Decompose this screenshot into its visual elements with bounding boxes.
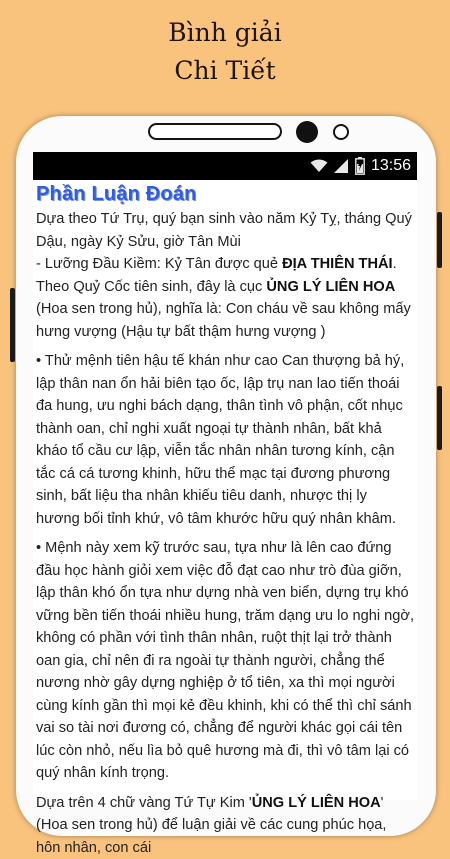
promo-title: [0, 14, 450, 90]
wifi-icon: [310, 159, 328, 173]
intro-text-e: (Hoa sen trong hủ), nghĩa là: Con cháu về sau không mấy hưng vượng (Hậu tự bất thậm hưng vượng ): [36, 301, 411, 340]
paragraph-summary: [36, 792, 414, 859]
summary-text-c: ' (Hoa sen trong hủ) để luận giải về các cung phúc họa, hôn nhân, con cái: [36, 795, 386, 856]
section-heading: Phần Luận Đoán: [36, 183, 414, 206]
battery-icon: [355, 157, 365, 175]
paragraph-intro: [36, 208, 414, 343]
intro-text-a: - Lưỡng Đầu Kiềm: Kỷ Tân được quẻ: [36, 256, 282, 272]
promo-title-line-1: Bình giải: [0, 14, 450, 52]
paragraph-translation: • Mệnh này xem kỹ trước sau, tựa như là lên cao đứng đầu học hành giỏi xem việc đỗ đạt cao như trò đùa giỡn, lập thân khó ổn tựa như dựng nhà ven biển, dựng trụ khó vững bền tiến thoái nhiều hung, trăm dạng ưu lo nghi ngờ, không có phần với tình thân nhân, ruột thịt lại trở thành oan gia, chỉ nên đi ra ngoài tự thành người, chẳng thể nương nhờ gây dựng nghiệp ở tổ tiên, xa thì mọi người cùng kính gần thì mọi kẻ đều khinh, khi có thể thì chỉ sánh vai so tài nơi đương có, chẳng để người khác gọi cái tên lúc còn nhỏ, nếu lìa bỏ quê hương mà đi, thì vô tâm lại có quý nhân kính trọng.: [36, 537, 414, 785]
intro-text-c: . Theo Quỷ Cốc tiên sinh, đây là cục: [36, 256, 397, 295]
status-bar: [33, 152, 417, 180]
paragraph-classical: • Thử mệnh tiên hậu tế khán như cao Can thượng bả hý, lập thân nan ổn hải biên tạo ốc, lập trụ nan lao tiến thoái đa hung, ưu nghi bách dạng, thân tình vô phận, cốt nhục thành oan, chỉ nghi xuất ngoại tự thành nhân, bất khả kháo tổ cầu cư lập, viễn tắc nhân nhân tương kính, cận tắc cá cá tương khinh, hữu thể mạc tại đương phương sinh, bất liệu tha nhân khiếu tiêu danh, nhược thị ly hương bối tỉnh khứ, vô tâm khước hữu quý nhân khâm.: [36, 350, 414, 530]
status-time: 13:56: [371, 157, 411, 175]
phone-side-button: [10, 288, 15, 362]
pattern-name: ỦNG LÝ LIÊN HOA: [266, 279, 395, 295]
phone-volume-button: [437, 386, 442, 450]
app-screen: [33, 152, 417, 800]
intro-line: Dựa theo Tứ Trụ, quý bạn sinh vào năm Kỷ Tỵ, tháng Quý Dậu, ngày Kỷ Sửu, giờ Tân Mùi: [36, 211, 412, 250]
summary-pattern-name: ỦNG LÝ LIÊN HOA: [252, 795, 381, 811]
hexagram-name: ĐỊA THIÊN THÁI: [282, 256, 393, 272]
phone-camera: [296, 121, 318, 143]
article-content[interactable]: [33, 180, 417, 859]
phone-power-button: [437, 212, 442, 268]
signal-icon: [334, 159, 349, 173]
summary-text-a: Dựa trên 4 chữ vàng Tứ Tự Kim ': [36, 795, 252, 811]
promo-title-line-2: Chi Tiết: [0, 52, 450, 90]
phone-sensor: [333, 124, 349, 140]
phone-speaker: [148, 123, 282, 140]
